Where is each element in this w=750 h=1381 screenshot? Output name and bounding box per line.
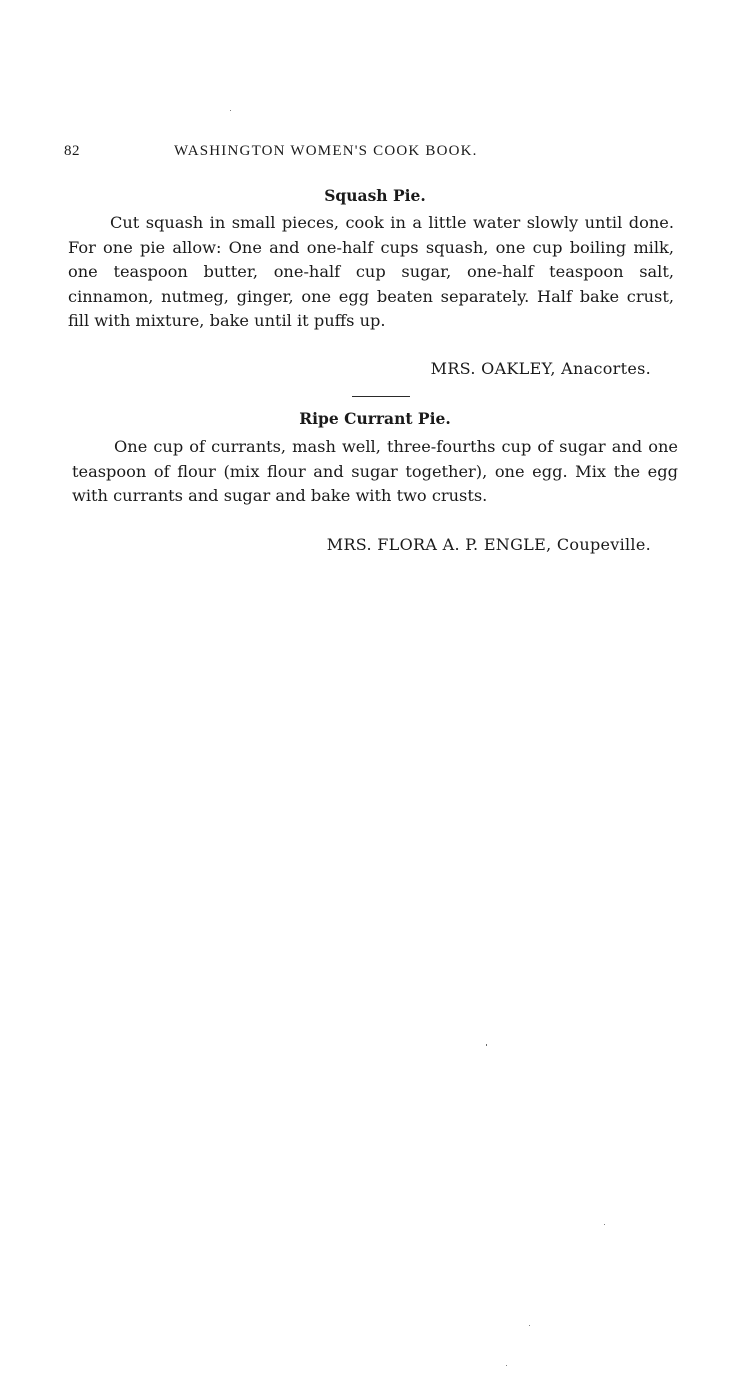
paper-speck <box>506 1365 507 1366</box>
recipe-title-squash-pie: Squash Pie. <box>324 186 426 205</box>
attribution-ripe-currant-pie: MRS. FLORA A. P. ENGLE, Coupeville. <box>326 535 651 554</box>
paper-speck <box>604 1224 605 1225</box>
recipe-title-ripe-currant-pie: Ripe Currant Pie. <box>299 409 451 428</box>
paper-speck <box>486 1044 487 1046</box>
recipe-body-ripe-currant-pie: One cup of currants, mash well, three-fourths cup of sugar and one teaspoon of flour (mix flour and sugar together), one egg. Mix the egg with currants and sugar and bake with two crusts. <box>72 437 678 505</box>
recipe-body-squash-pie: Cut squash in small pieces, cook in a little water slowly until done. For one pie allow: One and one-half cups squash, one cup boiling milk, one teaspoon butter, one-half cup sugar, one-half teaspoon salt, cinnamon, nutmeg, ginger, one egg beaten separately. Half bake crust, fill with mixture, bake until it puffs up. <box>68 213 674 330</box>
running-head <box>64 140 674 164</box>
running-title: WASHINGTON WOMEN'S COOK BOOK. <box>174 143 478 159</box>
page-number: 82 <box>64 143 80 159</box>
section-divider <box>352 396 410 397</box>
paper-speck <box>529 1325 530 1326</box>
paper-speck <box>230 110 231 111</box>
attribution-squash-pie: MRS. OAKLEY, Anacortes. <box>430 359 651 378</box>
